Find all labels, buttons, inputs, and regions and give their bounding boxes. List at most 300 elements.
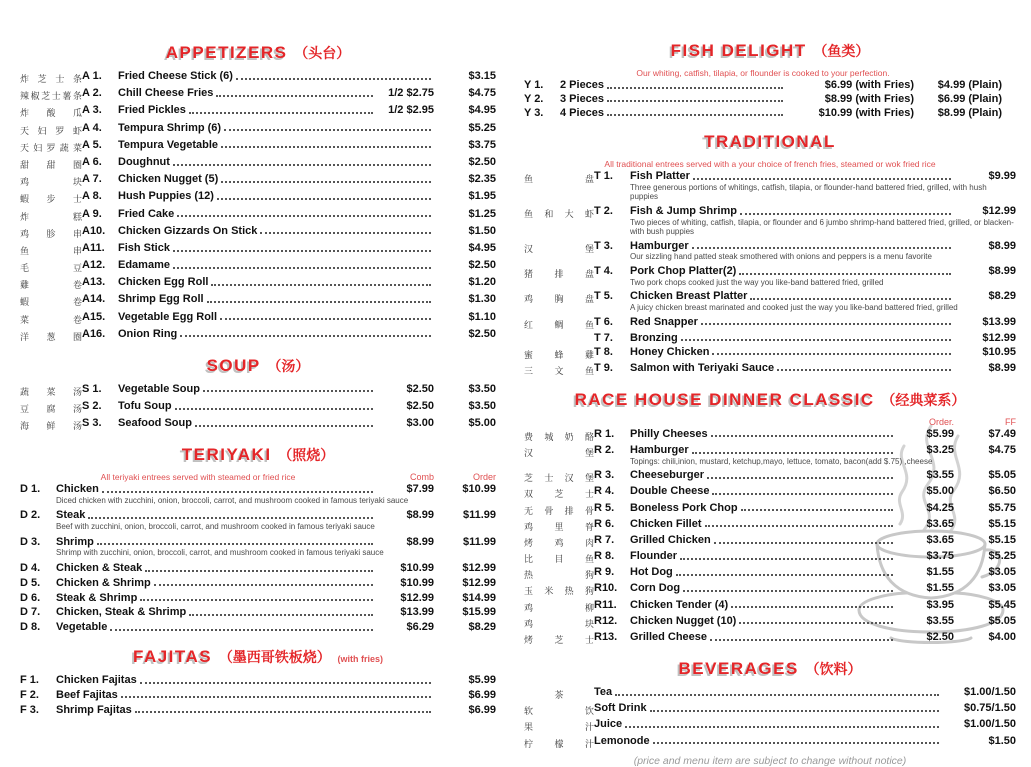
item-price-secondary: $3.75 xyxy=(926,550,954,563)
section-title-en: FISH DELIGHT xyxy=(670,41,807,60)
item-main xyxy=(630,332,1016,345)
item-chinese-name xyxy=(524,205,594,220)
item-chinese-name xyxy=(524,170,594,185)
item-main xyxy=(56,621,496,634)
item-name: Vegetable xyxy=(56,621,108,634)
item-code: A 6. xyxy=(82,155,102,168)
item-name: Salmon with Teriyaki Sauce xyxy=(630,361,775,374)
menu-item-row xyxy=(20,689,496,702)
dotted-leader xyxy=(731,606,893,608)
item-name: Tempura Vegetable xyxy=(118,138,219,151)
item-chinese-name xyxy=(524,346,594,361)
item-line xyxy=(630,290,1016,303)
menu-item-row xyxy=(524,93,1016,106)
chinese-char: 鱼 xyxy=(524,209,534,219)
dotted-leader xyxy=(189,112,373,114)
item-chinese-name xyxy=(20,70,82,85)
item-main xyxy=(56,606,496,619)
dotted-leader xyxy=(216,95,373,97)
item-name: Chicken Breast Platter xyxy=(630,290,748,303)
menu-item-row xyxy=(524,444,1016,468)
dotted-leader xyxy=(102,491,373,493)
chinese-char: 甜 xyxy=(46,159,56,170)
chinese-char: 蔬 xyxy=(20,386,30,397)
chinese-char: 堡 xyxy=(584,447,594,458)
item-chinese-name xyxy=(524,502,594,517)
menu-item-row xyxy=(524,107,1016,120)
item-price-secondary: 1/2 $2.95 xyxy=(388,104,434,117)
item-price-secondary: $10.99 xyxy=(400,561,434,574)
item-chinese-name xyxy=(20,417,82,432)
item-price: $4.75 xyxy=(468,87,496,100)
item-code: Y 1. xyxy=(524,79,544,91)
item-main xyxy=(630,316,1016,329)
item-chinese-name xyxy=(20,225,82,240)
menu-item-row xyxy=(20,156,496,171)
item-main xyxy=(118,400,496,413)
dotted-leader xyxy=(88,517,373,519)
chinese-char: 鸡 xyxy=(524,618,534,629)
menu-item-row xyxy=(20,536,496,560)
item-description: Two pieces of whiting, catfish, tilapia, or flounder and 6 jumbo shrimp-hand battered fried, grilled, or blacken-with bush puppies xyxy=(630,217,1014,237)
section-items-soup xyxy=(20,383,496,432)
chinese-char: 茶 xyxy=(554,690,564,701)
item-chinese-name xyxy=(20,122,82,137)
item-main xyxy=(630,631,1016,644)
item-line xyxy=(594,686,1016,699)
chinese-char: 盘 xyxy=(584,294,594,305)
item-line xyxy=(118,328,496,341)
item-price-secondary: $5.99 xyxy=(926,427,954,440)
item-code: T 2. xyxy=(594,205,613,217)
chinese-char: 软 xyxy=(524,706,534,717)
item-main xyxy=(630,599,1016,612)
item-price-secondary: $10.99 (with Fries) xyxy=(818,106,914,119)
dotted-leader xyxy=(650,710,939,712)
item-chinese-name xyxy=(20,190,82,205)
dotted-leader xyxy=(145,570,373,572)
item-code: R12. xyxy=(594,614,618,627)
section-title-cn: （鱼类） xyxy=(813,43,870,59)
item-main xyxy=(118,417,496,430)
item-line xyxy=(630,518,1016,531)
chinese-char: 芝 xyxy=(37,74,47,84)
item-main xyxy=(630,485,1016,498)
menu-item-row xyxy=(524,469,1016,484)
item-line xyxy=(630,534,1016,547)
chinese-char: 炸 xyxy=(20,108,30,119)
dotted-leader xyxy=(680,558,893,560)
dotted-leader xyxy=(221,146,431,148)
chinese-char: 虾 xyxy=(584,209,594,219)
menu-item-row xyxy=(524,346,1016,361)
section-title-fish xyxy=(524,35,1016,63)
item-description: Diced chicken with zucchini, onion, broccoli, carrot, and mushroom cooked in famous teriyaki sauce xyxy=(56,495,409,505)
dotted-leader xyxy=(777,369,951,371)
menu-item-row xyxy=(20,606,496,619)
item-code: A 4. xyxy=(82,121,102,134)
item-chinese-name xyxy=(20,139,82,154)
item-name: Seafood Soup xyxy=(118,417,192,430)
item-line xyxy=(118,311,496,324)
chinese-char: 狗 xyxy=(584,586,594,597)
item-code: Y 2. xyxy=(524,92,544,105)
chinese-char: 条 xyxy=(72,74,82,84)
chinese-char: 文 xyxy=(554,365,564,376)
chinese-char: 汉 xyxy=(524,243,534,254)
item-main xyxy=(630,582,1016,595)
item-line xyxy=(630,332,1016,345)
menu-item-row xyxy=(20,225,496,240)
chinese-char: 鸡 xyxy=(524,294,534,305)
item-line xyxy=(630,444,1016,457)
chinese-char: 汤 xyxy=(72,404,82,414)
menu-item-row xyxy=(20,208,496,223)
item-name: Grilled Chicken xyxy=(630,533,711,546)
item-price: $5.75 xyxy=(988,501,1016,514)
item-line xyxy=(594,702,1016,715)
chinese-char: 步 xyxy=(46,194,56,205)
section-title-cn: （饮料） xyxy=(805,661,862,678)
dotted-leader xyxy=(739,273,951,275)
item-price-secondary: $2.50 xyxy=(406,382,434,395)
item-code: D 3. xyxy=(20,535,41,548)
chinese-char: 烤 xyxy=(524,537,534,548)
section-note-line xyxy=(524,68,1016,78)
chinese-char: 汉 xyxy=(524,447,534,458)
item-description: A juicy chicken breast marinated and cooked just the way you like-band battered fried, grilled xyxy=(630,302,958,312)
item-price: $6.50 xyxy=(988,485,1016,498)
dotted-leader xyxy=(220,318,431,320)
chinese-char: 费 xyxy=(524,431,534,442)
item-price-secondary: $3.65 xyxy=(926,533,954,546)
item-main xyxy=(630,444,1016,468)
menu-item-row xyxy=(524,702,1016,717)
item-main xyxy=(630,550,1016,563)
menu-left-column xyxy=(20,0,496,718)
dotted-leader xyxy=(110,629,373,631)
item-line xyxy=(118,276,496,289)
item-chinese-name xyxy=(20,328,82,343)
item-chinese-name xyxy=(524,735,594,750)
menu-item-row xyxy=(20,259,496,274)
item-chinese-name xyxy=(20,208,82,223)
item-main xyxy=(56,674,496,687)
item-main xyxy=(118,104,496,117)
item-main xyxy=(630,265,1016,289)
item-chinese-name xyxy=(20,104,82,119)
menu-item-row xyxy=(524,550,1016,565)
item-price: $3.15 xyxy=(468,70,496,82)
item-description: Shrimp with zucchini, onion, broccoli, carrot, and mushroom cooked in famous teriyaki sauce xyxy=(56,548,384,558)
item-name: Chicken & Shrimp xyxy=(56,576,151,589)
item-line xyxy=(630,316,1016,329)
item-code: A 1. xyxy=(82,70,102,82)
section-appetizers xyxy=(20,37,496,343)
menu-item-row xyxy=(20,328,496,343)
chinese-char: 士 xyxy=(51,91,61,102)
chinese-char: 三 xyxy=(524,365,534,376)
item-main xyxy=(56,577,496,590)
dotted-leader xyxy=(615,694,939,696)
menu-item-row xyxy=(20,311,496,326)
menu-item-row xyxy=(20,173,496,188)
item-main xyxy=(56,536,496,560)
item-code: S 1. xyxy=(82,382,102,395)
item-code: T 8. xyxy=(594,345,613,358)
chinese-char: 蝦 xyxy=(20,297,30,308)
item-main xyxy=(118,70,496,83)
chinese-char: 热 xyxy=(524,570,534,581)
item-price-secondary: $2.50 xyxy=(406,400,434,412)
menu-item-row xyxy=(524,599,1016,614)
item-price: $3.05 xyxy=(988,566,1016,579)
item-price: $5.25 xyxy=(468,121,496,134)
section-note: All traditional entrees served with a your choice of french fries, steamed or wok fried rice xyxy=(604,159,936,170)
item-name: Steak xyxy=(56,509,86,522)
dotted-leader xyxy=(681,339,951,341)
item-line xyxy=(56,704,496,717)
section-title-fajitas xyxy=(20,641,496,669)
item-main xyxy=(118,173,496,186)
item-code: A 8. xyxy=(82,190,102,203)
dotted-leader xyxy=(712,353,951,355)
menu-item-row xyxy=(524,316,1016,331)
item-chinese-name xyxy=(524,290,594,305)
item-main xyxy=(630,502,1016,515)
item-name: Chicken Nugget (5) xyxy=(118,173,219,186)
item-main xyxy=(118,383,496,396)
menu-item-row xyxy=(20,190,496,205)
item-price: $12.99 xyxy=(982,331,1016,344)
item-name: Fish Platter xyxy=(630,170,690,183)
chinese-char: 妇 xyxy=(33,142,43,153)
menu-item-row xyxy=(20,509,496,533)
price-disclaimer: (price and menu item are subject to change without notice) xyxy=(633,754,907,767)
dotted-leader xyxy=(625,726,939,728)
chinese-char: 玉 xyxy=(524,586,534,597)
section-fajitas xyxy=(20,641,496,716)
dotted-leader xyxy=(173,250,431,252)
item-line xyxy=(560,79,1016,92)
item-price: $11.99 xyxy=(462,535,496,548)
item-name: Chicken Gizzards On Stick xyxy=(118,224,258,237)
item-name: Chicken Nugget (10) xyxy=(630,614,737,627)
item-code: R 7. xyxy=(594,533,615,546)
item-chinese-name xyxy=(524,518,594,533)
item-price: $5.25 xyxy=(988,550,1016,563)
item-chinese-name xyxy=(524,582,594,597)
section-title-teriyaki xyxy=(20,439,496,467)
chinese-char: 块 xyxy=(584,618,594,629)
item-main xyxy=(630,534,1016,547)
dotted-leader xyxy=(701,323,951,325)
menu-item-row xyxy=(20,70,496,85)
item-name: 2 Pieces xyxy=(560,79,605,91)
item-line xyxy=(630,170,1016,183)
item-line xyxy=(630,362,1016,375)
menu-item-row xyxy=(524,79,1016,92)
menu-item-row xyxy=(20,577,496,590)
chinese-char: 鸡 xyxy=(524,521,534,532)
item-main xyxy=(56,592,496,605)
item-line xyxy=(560,107,1016,120)
item-price-secondary: $6.99 (with Fries) xyxy=(824,79,914,91)
section-title-en: RACE HOUSE DINNER CLASSIC xyxy=(574,389,875,409)
chinese-char: 士 xyxy=(55,74,65,84)
item-line xyxy=(118,139,496,152)
section-note-line xyxy=(524,159,1016,169)
chinese-char: 天 xyxy=(20,125,30,136)
item-code: R11. xyxy=(594,598,617,611)
item-description: Three generous portions of whitings, catfish, tilapia, or flounder-hand battered fried, grilled, with hush puppies xyxy=(630,182,987,202)
item-name: Vegetable Egg Roll xyxy=(118,310,218,323)
item-line xyxy=(630,631,1016,644)
item-line xyxy=(118,400,496,413)
item-price: $3.75 xyxy=(468,138,496,151)
price-col-header-comb: Comb xyxy=(409,472,434,483)
item-name: Soft Drink xyxy=(594,702,647,715)
item-main xyxy=(118,190,496,203)
item-main xyxy=(560,93,1016,106)
item-price-secondary: $8.99 xyxy=(406,535,434,548)
item-main xyxy=(630,240,1016,264)
item-main xyxy=(118,139,496,152)
chinese-char: 鱼 xyxy=(524,174,534,185)
item-line xyxy=(630,485,1016,498)
item-chinese-name xyxy=(524,718,594,733)
item-price: $4.95 xyxy=(468,241,496,254)
item-name: Tofu Soup xyxy=(118,400,172,412)
item-price: $1.95 xyxy=(468,190,496,203)
menu-item-row xyxy=(524,686,1016,701)
item-chinese-name xyxy=(524,362,594,377)
item-price: $14.99 xyxy=(462,591,496,604)
chinese-char: 士 xyxy=(72,194,82,205)
chinese-char: 糕 xyxy=(72,211,82,222)
chinese-char: 无 xyxy=(524,505,534,516)
section-items-teriyaki xyxy=(20,483,496,634)
item-price-secondary: $3.55 xyxy=(926,469,954,482)
item-chinese-name xyxy=(524,534,594,549)
section-title-cn: （照烧） xyxy=(278,447,335,464)
chinese-char: 脊 xyxy=(584,521,594,532)
section-items-fish xyxy=(524,79,1016,119)
section-title-racehouse xyxy=(524,384,1016,412)
chinese-char: 罗 xyxy=(46,142,56,153)
item-code: R10. xyxy=(594,582,618,595)
item-price: $6.99 (Plain) xyxy=(937,92,1002,105)
item-price: $8.99 xyxy=(988,361,1016,374)
section-soup xyxy=(20,350,496,432)
chinese-char: 鸡 xyxy=(20,228,30,239)
item-line xyxy=(630,240,1016,253)
item-price: $2.50 xyxy=(468,155,496,168)
item-price: $2.50 xyxy=(468,259,496,272)
item-name: Chill Cheese Fries xyxy=(118,87,214,100)
chinese-char: 盘 xyxy=(584,174,594,185)
item-line xyxy=(56,674,496,687)
item-name: Shrimp xyxy=(56,535,94,548)
item-name: Double Cheese xyxy=(630,485,710,498)
item-code: T 3. xyxy=(594,239,613,252)
item-code: A12. xyxy=(82,259,106,272)
item-main xyxy=(118,276,496,289)
item-price: $3.50 xyxy=(468,400,496,412)
dotted-leader xyxy=(135,711,431,713)
item-price: $4.00 xyxy=(988,631,1016,644)
item-chinese-name xyxy=(20,311,82,326)
chinese-char: 菜 xyxy=(46,386,56,397)
chinese-char: 汉 xyxy=(564,473,574,484)
item-code: R 8. xyxy=(594,550,615,563)
item-name: Fish & Jump Shrimp xyxy=(630,205,737,217)
item-price: $1.30 xyxy=(468,293,496,306)
dotted-leader xyxy=(607,87,783,89)
chinese-char: 比 xyxy=(524,554,534,565)
chinese-char: 狗 xyxy=(584,570,594,581)
item-main xyxy=(118,242,496,255)
menu-item-row xyxy=(20,704,496,717)
dotted-leader xyxy=(236,78,431,80)
item-line xyxy=(630,599,1016,612)
item-price: $5.45 xyxy=(988,598,1016,611)
item-price: $8.29 xyxy=(988,290,1016,303)
dotted-leader xyxy=(607,100,783,102)
chinese-char: 骨 xyxy=(584,505,594,516)
dotted-leader xyxy=(714,542,893,544)
item-main xyxy=(56,509,496,533)
menu-item-row xyxy=(524,485,1016,500)
item-main xyxy=(630,362,1016,375)
item-line xyxy=(630,615,1016,628)
chinese-char: 罗 xyxy=(55,125,65,136)
item-line xyxy=(118,417,496,430)
item-price: $2.35 xyxy=(468,173,496,186)
item-name: Vegetable Soup xyxy=(118,382,200,395)
chinese-char: 排 xyxy=(554,268,564,279)
item-price: $1.25 xyxy=(468,207,496,220)
chinese-char: 串 xyxy=(72,245,82,256)
menu-item-row xyxy=(524,170,1016,204)
chinese-char: 芝 xyxy=(524,473,534,484)
item-price: $0.75/1.50 xyxy=(964,702,1016,715)
item-price-secondary: $2.50 xyxy=(926,631,954,644)
menu-item-row xyxy=(524,265,1016,289)
dotted-leader xyxy=(121,696,431,698)
item-name: 4 Pieces xyxy=(560,106,605,119)
item-chinese-name xyxy=(524,702,594,717)
menu-item-row xyxy=(524,718,1016,733)
menu-item-row xyxy=(524,290,1016,314)
item-name: Fried Cake xyxy=(118,207,175,220)
item-price: $10.99 xyxy=(462,483,496,496)
item-name: Bronzing xyxy=(630,331,678,344)
item-line xyxy=(630,566,1016,579)
item-chinese-name xyxy=(524,566,594,581)
item-line xyxy=(630,265,1016,278)
chinese-char: 士 xyxy=(584,635,594,646)
item-price-secondary: $3.25 xyxy=(926,443,954,456)
dotted-leader xyxy=(683,590,893,592)
dotted-leader xyxy=(140,599,373,601)
section-title-cn: （经典菜系） xyxy=(881,391,966,408)
section-traditional xyxy=(524,126,1016,376)
chinese-char: 红 xyxy=(524,319,534,330)
chinese-char: 腐 xyxy=(46,404,56,414)
item-line xyxy=(56,621,496,634)
item-line xyxy=(118,225,496,238)
